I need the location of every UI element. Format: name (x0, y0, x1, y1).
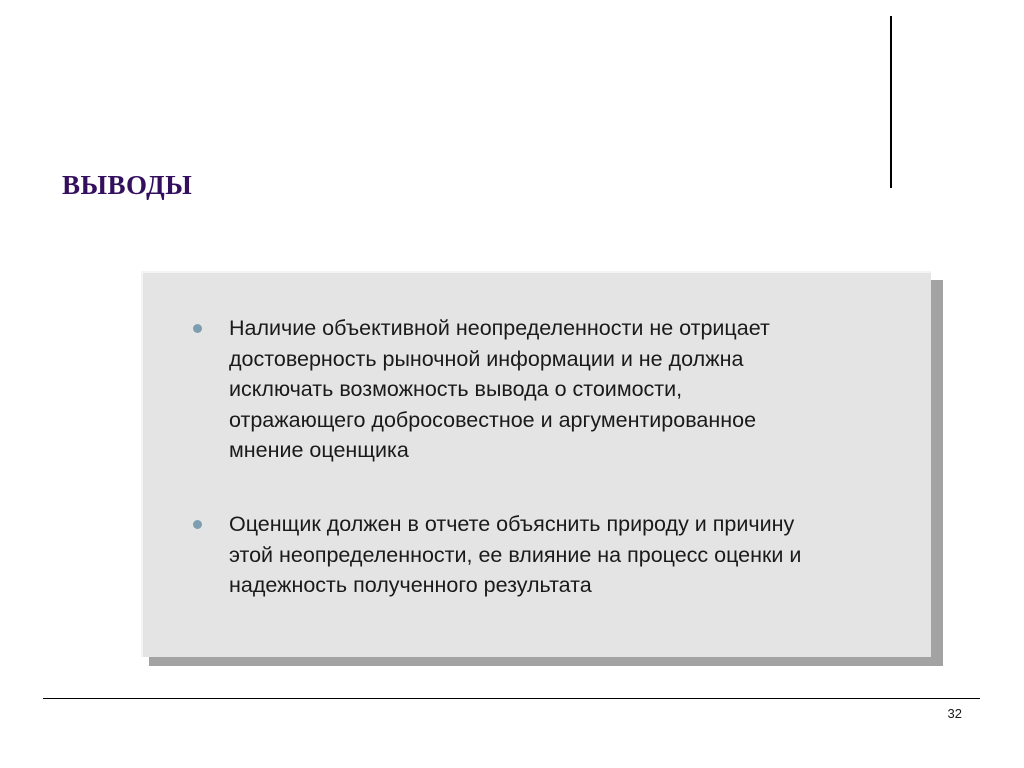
page-number: 32 (947, 706, 962, 721)
bullet-item (143, 509, 931, 601)
bullet-line: этой неопределенности, ее влияние на процесс оценки и (229, 542, 802, 567)
slide-title: ВЫВОДЫ (62, 170, 193, 200)
bullet-dot-icon (193, 520, 202, 529)
bullet-line: Оценщик должен в отчете объяснить природу и причину (229, 511, 795, 536)
footer-divider-line (43, 698, 980, 699)
vertical-divider-line (890, 16, 892, 188)
bullet-list (143, 313, 931, 601)
content-box (141, 271, 931, 657)
bullet-line: исключать возможность вывода о стоимости, (229, 377, 683, 402)
bullet-line: отражающего добросовестное и аргументированное (229, 407, 757, 432)
bullet-item (143, 313, 931, 466)
bullet-line: мнение оценщика (229, 438, 409, 463)
bullet-dot-icon (193, 324, 202, 333)
bullet-line: достоверность рыночной информации и не должна (229, 346, 744, 371)
bullet-line: Наличие объективной неопределенности не отрицает (229, 316, 770, 340)
bullet-line: надежность полученного результата (229, 573, 592, 598)
